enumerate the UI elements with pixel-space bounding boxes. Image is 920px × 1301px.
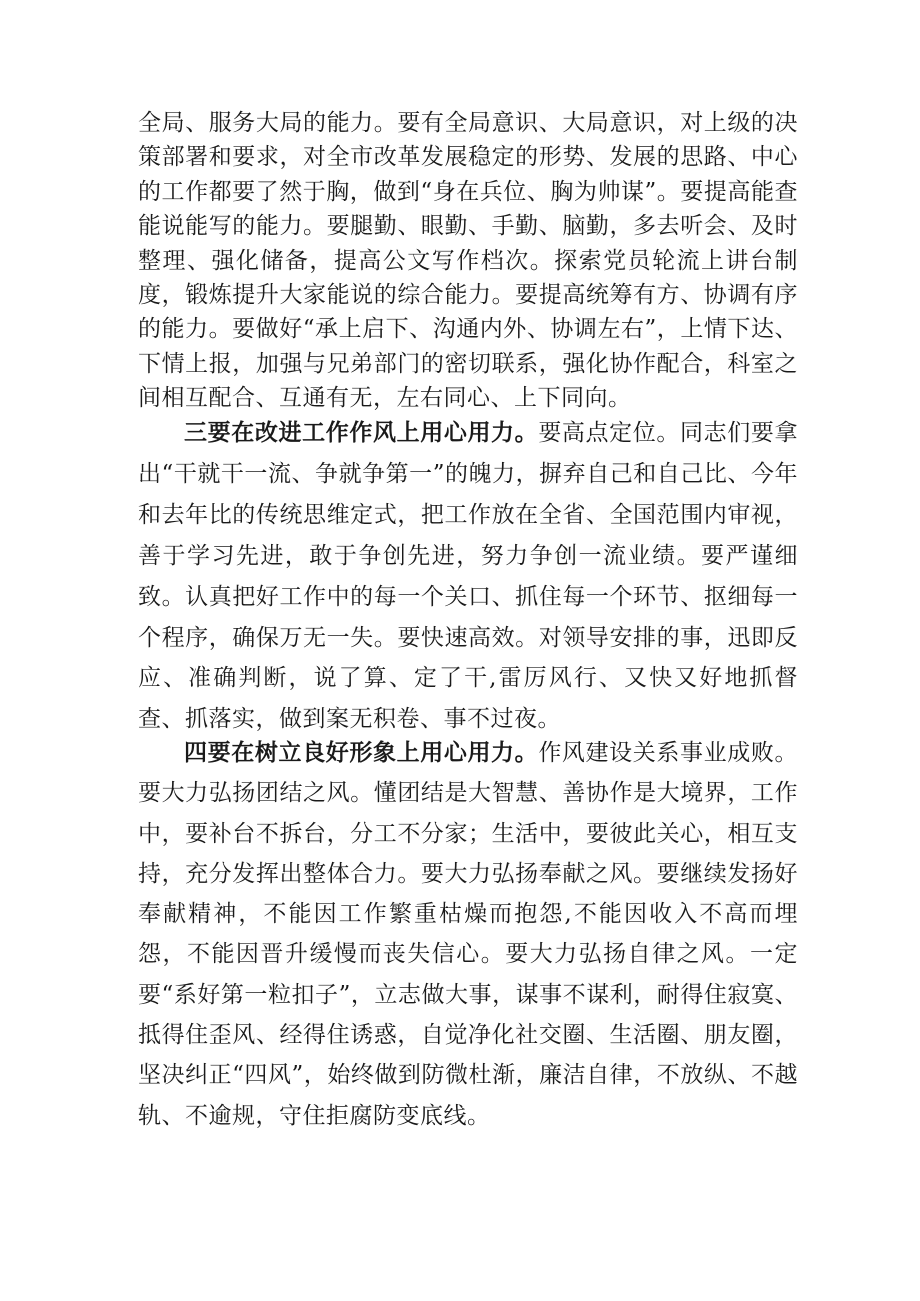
paragraph-2-heading: 三要在改进工作作风上用心用力。 xyxy=(184,420,539,446)
paragraph-2-text: 要高点定位。同志们要拿出“干就干一流、争就争第一”的魄力，摒弃自己和自己比、今年和去年比的传统思维定式，把工作放在全省、全国范围内审视，善于学习先进，敢于争创先进，努力争创一流业绩。要严谨细致。认真把好工作中的每一个关口、抓住每一个环节、抠细每一个程序，确保万无一失。要快速高效。对领导安排的事，迅即反应、准确判断，说了算、定了干,雷厉风行、又快又好地抓督查、抓落实，做到案无积卷、事不过夜。 xyxy=(138,420,799,733)
paragraph-2 xyxy=(138,413,798,740)
paragraph-3-text: 作风建设关系事业成败。要大力弘扬团结之风。懂团结是大智慧、善协作是大境界，工作中，要补台不拆台，分工不分家；生活中，要彼此关心，相互支持，充分发挥出整体合力。要大力弘扬奉献之风。要继续发扬好奉献精神，不能因工作繁重枯燥而抱怨,不能因收入不高而埋怨，不能因晋升缓慢而丧失信心。要大力弘扬自律之风。一定要“系好第一粒扣子”，立志做大事，谋事不谋利，耐得住寂寞、抵得住歪风、经得住诱惑，自觉净化社交圈、生活圈、朋友圈，坚决纠正“四风”，始终做到防微杜渐，廉洁自律，不放纵、不越轨、不逾规，守住拒腐防变底线。 xyxy=(138,740,799,1129)
paragraph-1 xyxy=(138,106,798,416)
paragraph-3 xyxy=(138,733,798,1136)
paragraph-3-heading: 四要在树立良好形象上用心用力。 xyxy=(184,740,539,766)
paragraph-1-text: 全局、服务大局的能力。要有全局意识、大局意识，对上级的决策部署和要求，对全市改革发展稳定的形势、发展的思路、中心的工作都要了然于胸，做到“身在兵位、胸为帅谋”。要提高能查能说能写的能力。要腿勤、眼勤、手勤、脑勤，多去听会、及时整理、强化储备，提高公文写作档次。探索党员轮流上讲台制度，锻炼提升大家能说的综合能力。要提高统筹有方、协调有序的能力。要做好“承上启下、沟通内外、协调左右”，上情下达、下情上报，加强与兄弟部门的密切联系，强化协作配合，科室之间相互配合、互通有无，左右同心、上下同向。 xyxy=(138,110,798,412)
